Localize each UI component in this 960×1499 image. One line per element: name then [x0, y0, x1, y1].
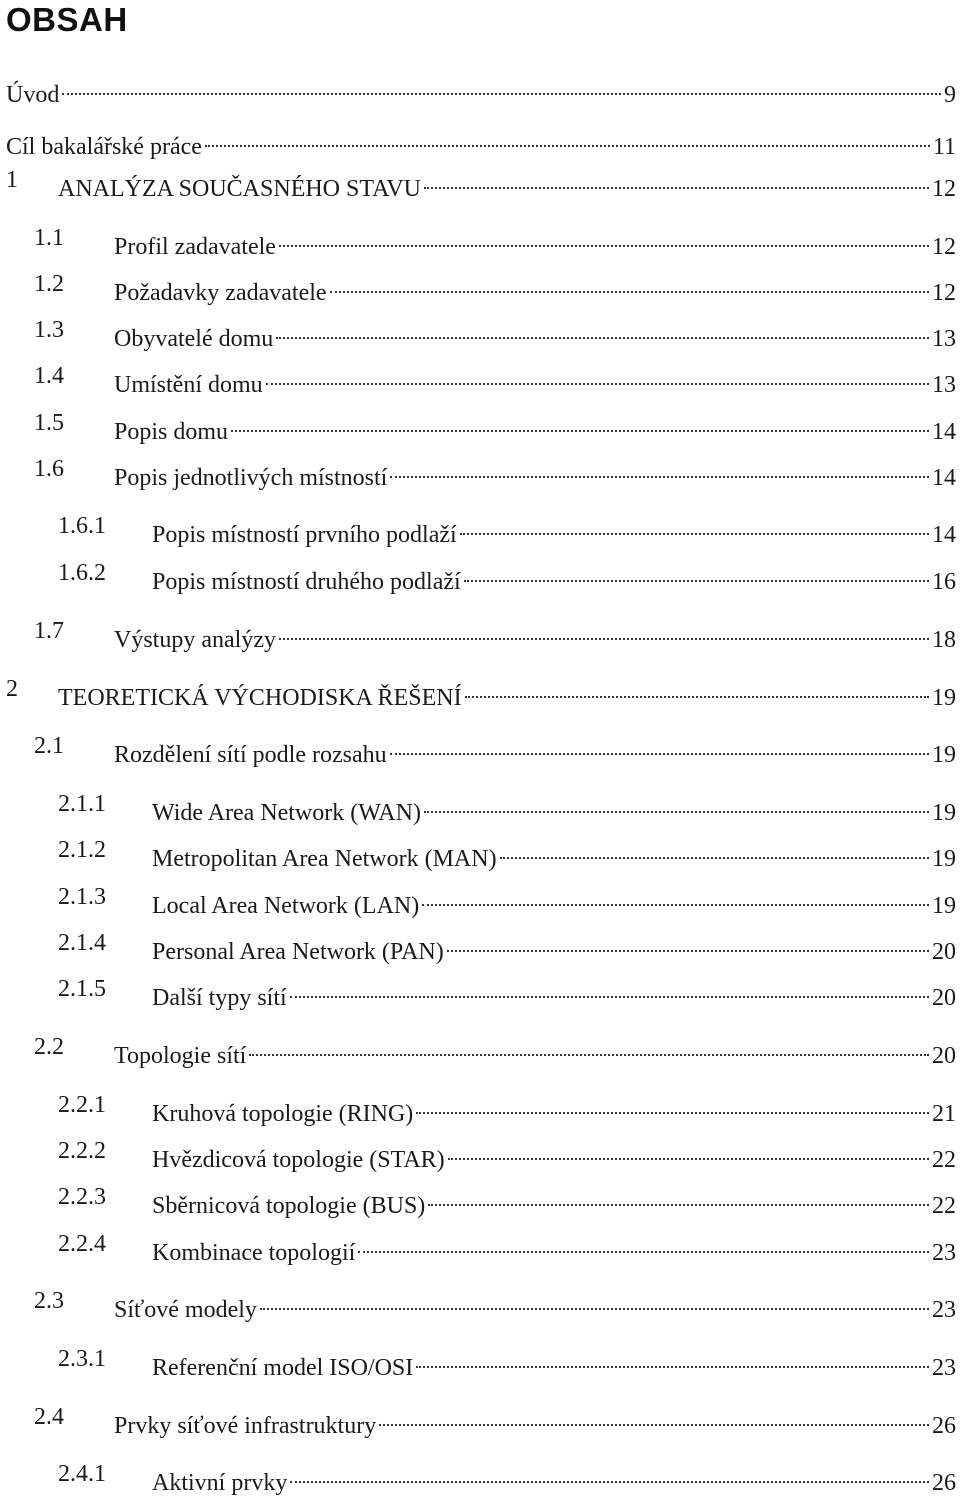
- toc-entry: [0, 927, 956, 965]
- toc-entry-title: Požadavky zadavatele: [114, 277, 329, 309]
- toc-entry-title: Aktivní prvky: [152, 1467, 289, 1499]
- toc-entry-title: Další typy sítí: [152, 982, 289, 1014]
- toc-entry-title: Wide Area Network (WAN): [152, 797, 423, 829]
- toc-entry-title: Popis místností prvního podlaží: [152, 519, 459, 551]
- toc-entry: [0, 70, 956, 108]
- dot-leader: [379, 1394, 929, 1426]
- toc-entry-number: 2.1: [34, 733, 64, 759]
- dot-leader: [276, 307, 929, 339]
- toc-entry: [0, 834, 956, 872]
- toc-entry: [0, 881, 956, 919]
- toc-entry-page-number: 14: [932, 419, 956, 445]
- dot-leader: [62, 63, 941, 95]
- page-title: OBSAH: [6, 1, 128, 38]
- toc-entry-page-number: 22: [932, 1147, 956, 1173]
- toc-entry-number: 2.2.2: [58, 1138, 106, 1164]
- dot-leader: [422, 874, 929, 906]
- toc-entry: [0, 314, 956, 352]
- toc-entry-title: Metropolitan Area Network (MAN): [152, 843, 499, 875]
- toc-entry-title: Hvězdicová topologie (STAR): [152, 1144, 447, 1176]
- toc-entry-title: Kombinace topologií: [152, 1237, 357, 1269]
- toc-entry-page-number: 20: [932, 1043, 956, 1069]
- toc-entry-title: Local Area Network (LAN): [152, 890, 421, 922]
- toc-entry-number: 1.6.2: [58, 560, 106, 586]
- dot-leader: [465, 666, 929, 698]
- toc-entry: [0, 122, 956, 160]
- toc-entry-title: Cíl bakalářské práce: [6, 131, 204, 163]
- toc-entry-number: 2: [6, 676, 18, 702]
- dot-leader: [260, 1278, 929, 1310]
- toc-entry-title: Personal Area Network (PAN): [152, 936, 446, 968]
- toc-entry-number: 2.1.4: [58, 930, 106, 956]
- toc-entry-page-number: 14: [932, 465, 956, 491]
- toc-entry-number: 2.2.3: [58, 1184, 106, 1210]
- toc-entry: [0, 730, 956, 768]
- toc-entry-number: 1.5: [34, 410, 64, 436]
- toc-entry-title: Profil zadavatele: [114, 231, 278, 263]
- toc-entry-page-number: 19: [932, 685, 956, 711]
- toc-entry-page-number: 26: [932, 1470, 956, 1496]
- toc-entry-title: Referenční model ISO/OSI: [152, 1352, 415, 1384]
- toc-entry-title: Popis jednotlivých místností: [114, 462, 389, 494]
- toc-entry-title: Sběrnicová topologie (BUS): [152, 1190, 427, 1222]
- toc-entry: [0, 164, 956, 202]
- toc-entry-number: 1.2: [34, 271, 64, 297]
- toc-entry-page-number: 13: [932, 372, 956, 398]
- toc-entry: [0, 407, 956, 445]
- toc-entry-page-number: 14: [932, 522, 956, 548]
- toc-entry-number: 2.1.3: [58, 884, 106, 910]
- dot-leader: [464, 550, 929, 582]
- toc-entry-number: 1.4: [34, 363, 64, 389]
- toc-entry-title: ANALÝZA SOUČASNÉHO STAVU: [58, 173, 423, 205]
- toc-entry-number: 1.3: [34, 317, 64, 343]
- toc-entry-page-number: 20: [932, 985, 956, 1011]
- dot-leader: [416, 1336, 929, 1368]
- dot-leader: [447, 920, 929, 952]
- toc-entry: [0, 615, 956, 653]
- toc-entry-title: Kruhová topologie (RING): [152, 1098, 415, 1130]
- toc-entry: [0, 673, 956, 711]
- toc-entry: [0, 1089, 956, 1127]
- dot-leader: [231, 400, 929, 432]
- toc-entry-page-number: 19: [932, 893, 956, 919]
- dot-leader: [390, 723, 929, 755]
- toc-entry-number: 2.3: [34, 1288, 64, 1314]
- toc-entry-page-number: 19: [932, 742, 956, 768]
- toc-entry-page-number: 13: [932, 326, 956, 352]
- toc-entry-title: Popis domu: [114, 416, 230, 448]
- toc-entry-page-number: 16: [932, 569, 956, 595]
- toc-entry-title: TEORETICKÁ VÝCHODISKA ŘEŠENÍ: [58, 682, 464, 714]
- toc-entry-page-number: 12: [932, 280, 956, 306]
- toc-entry-number: 2.4: [34, 1404, 64, 1430]
- toc-entry-page-number: 26: [932, 1413, 956, 1439]
- dot-leader: [390, 446, 929, 478]
- toc-entry: [0, 1031, 956, 1069]
- toc-entry: [0, 1135, 956, 1173]
- dot-leader: [424, 781, 929, 813]
- dot-leader: [428, 1174, 929, 1206]
- toc-entry-number: 2.1.1: [58, 791, 106, 817]
- toc-entry-title: Rozdělení sítí podle rozsahu: [114, 739, 389, 771]
- toc-entry-page-number: 23: [932, 1240, 956, 1266]
- toc-entry: [0, 268, 956, 306]
- toc-entry-page-number: 23: [932, 1355, 956, 1381]
- dot-leader: [249, 1024, 929, 1056]
- toc-entry: [0, 788, 956, 826]
- toc-entry-page-number: 11: [932, 134, 956, 160]
- toc-entry-number: 1: [6, 167, 18, 193]
- dot-leader: [279, 215, 929, 247]
- toc-entry: [0, 510, 956, 548]
- toc-entry-number: 2.2: [34, 1034, 64, 1060]
- toc-entry-page-number: 19: [932, 846, 956, 872]
- toc-entry: [0, 222, 956, 260]
- dot-leader: [290, 1451, 929, 1483]
- dot-leader: [500, 827, 929, 859]
- dot-leader: [448, 1128, 929, 1160]
- toc-entry: [0, 360, 956, 398]
- toc-entry-page-number: 12: [932, 234, 956, 260]
- dot-leader: [279, 608, 929, 640]
- dot-leader: [416, 1082, 929, 1114]
- toc-entry-number: 2.1.2: [58, 837, 106, 863]
- toc-entry-number: 1.6.1: [58, 513, 106, 539]
- toc-entry: [0, 1343, 956, 1381]
- toc-entry: [0, 1401, 956, 1439]
- toc-entry-page-number: 21: [932, 1101, 956, 1127]
- toc-entry-number: 1.7: [34, 618, 64, 644]
- toc-entry: [0, 973, 956, 1011]
- dot-leader: [290, 966, 929, 998]
- toc-entry-title: Obyvatelé domu: [114, 323, 275, 355]
- toc-entry-number: 2.4.1: [58, 1461, 106, 1487]
- toc-entry: [0, 557, 956, 595]
- toc-entry-title: Prvky síťové infrastruktury: [114, 1410, 378, 1442]
- dot-leader: [330, 261, 929, 293]
- toc-entry: [0, 1228, 956, 1266]
- toc-entry-page-number: 20: [932, 939, 956, 965]
- toc-entry-page-number: 23: [932, 1297, 956, 1323]
- dot-leader: [424, 157, 929, 189]
- toc-entry: [0, 1181, 956, 1219]
- toc-entry-page-number: 12: [932, 176, 956, 202]
- dot-leader: [205, 115, 930, 147]
- toc-entry-number: 2.1.5: [58, 976, 106, 1002]
- toc-entry-title: Úvod: [6, 79, 61, 111]
- toc-entry-title: Topologie sítí: [114, 1040, 248, 1072]
- dot-leader: [460, 503, 929, 535]
- toc-entry: [0, 453, 956, 491]
- toc-entry-page-number: 22: [932, 1193, 956, 1219]
- toc-entry-number: 1.1: [34, 225, 64, 251]
- dot-leader: [358, 1221, 929, 1253]
- toc-entry: [0, 1458, 956, 1496]
- toc-entry-page-number: 9: [944, 82, 956, 108]
- toc-entry-title: Výstupy analýzy: [114, 624, 278, 656]
- toc-entry-page-number: 19: [932, 800, 956, 826]
- toc-entry-number: 2.2.1: [58, 1092, 106, 1118]
- toc-entry-title: Umístění domu: [114, 369, 265, 401]
- toc-entry-page-number: 18: [932, 627, 956, 653]
- toc-entry-number: 2.2.4: [58, 1231, 106, 1257]
- toc-entry-number: 2.3.1: [58, 1346, 106, 1372]
- toc-entry-title: Síťové modely: [114, 1294, 259, 1326]
- dot-leader: [266, 353, 929, 385]
- toc-entry: [0, 1285, 956, 1323]
- toc-entry-number: 1.6: [34, 456, 64, 482]
- toc-entry-title: Popis místností druhého podlaží: [152, 566, 463, 598]
